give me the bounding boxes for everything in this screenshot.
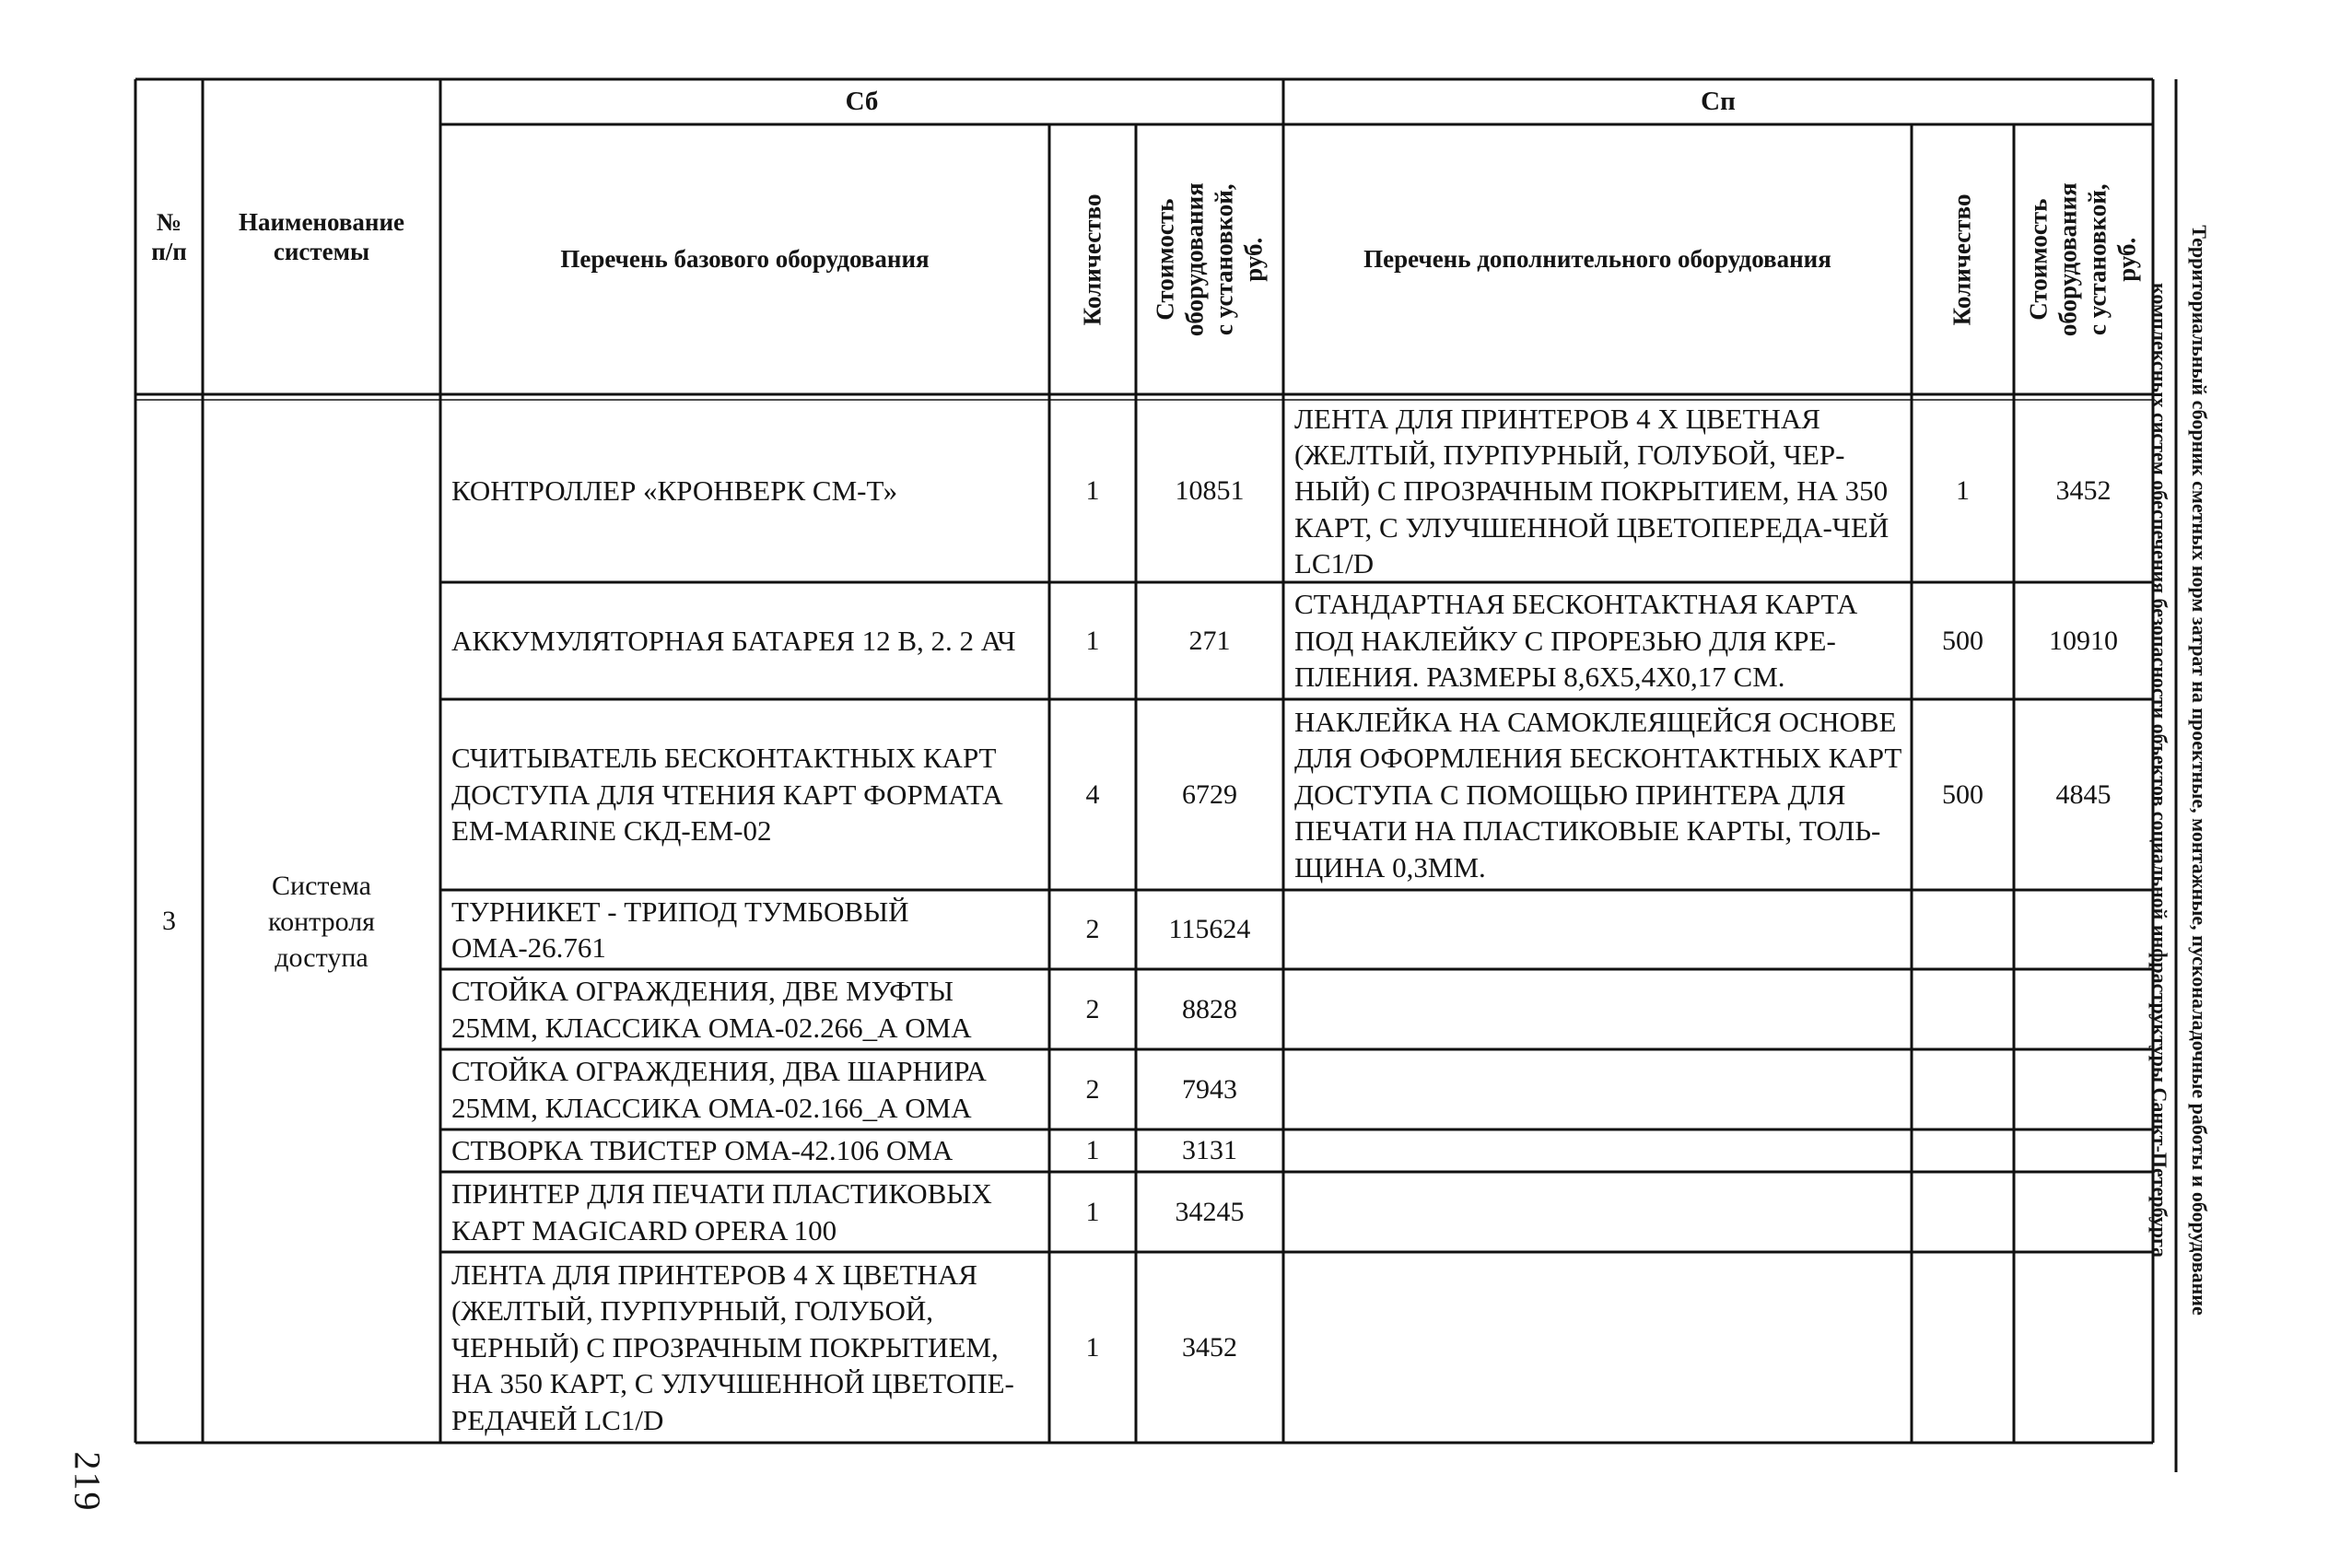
row-base-cost	[1136, 1129, 1283, 1172]
side-title-line-1-text: Территориальный сборник сметных норм затрат на проектные, монтажные, пусконаладочные работы и оборудование	[2188, 225, 2211, 1316]
header-group-extra-label: Сп	[1701, 87, 1736, 117]
row-base-qty	[1049, 1129, 1136, 1172]
row-base-cost-value: 34245	[1175, 1196, 1245, 1227]
row-base-item	[440, 699, 1049, 890]
row-base-qty-value: 1	[1085, 1135, 1100, 1165]
header-system-label: Наименование системы	[239, 207, 404, 265]
row-base-cost-value: 10851	[1175, 475, 1245, 506]
header-base-list-label: Перечень базового оборудования	[560, 245, 930, 274]
side-title-line-1	[2182, 125, 2211, 1415]
row-base-cost	[1136, 1049, 1283, 1129]
row-extra-cost	[2014, 582, 2153, 699]
row-base-item-text: ПРИНТЕР ДЛЯ ПЕЧАТИ ПЛАСТИКОВЫХ КАРТ MAGICARD OPERA 100	[451, 1177, 992, 1246]
section-system-name: Система контроля доступа	[268, 870, 375, 973]
row-base-qty	[1049, 582, 1136, 699]
row-base-item-text: СТОЙКА ОГРАЖДЕНИЯ, ДВА ШАРНИРА 25ММ, КЛАССИКА ОМА-02.166_А ОМА	[451, 1055, 987, 1124]
header-base-list-cell	[440, 124, 1049, 394]
row-extra-cost-value: 4845	[2055, 778, 2112, 810]
row-extra-item-text: ЛЕНТА ДЛЯ ПРИНТЕРОВ 4 X ЦВЕТНАЯ (ЖЕЛТЫЙ, ПУРПУРНЫЙ, ГОЛУБОЙ, ЧЕР-НЫЙ) С ПРОЗРАЧНЫМ ПОКРЫТИЕМ, НА 350 КАРТ, С УЛУЧШЕННОЙ ЦВЕТОПЕРЕДА-ЧЕЙ LC1/D	[1294, 402, 1890, 580]
row-base-cost	[1136, 582, 1283, 699]
section-system-cell	[203, 400, 440, 1443]
header-base-qty-cell	[1049, 124, 1136, 394]
row-base-cost-value: 271	[1188, 625, 1231, 656]
header-group-base	[440, 79, 1283, 124]
row-base-item-text: СТВОРКА ТВИСТЕР ОМА-42.106 ОМА	[451, 1134, 954, 1167]
row-extra-item	[1283, 699, 1912, 890]
row-base-cost-value: 8828	[1182, 993, 1237, 1024]
header-base-cost-cell	[1136, 124, 1283, 394]
row-base-qty-value: 2	[1085, 914, 1100, 944]
row-base-qty	[1049, 890, 1136, 969]
row-base-item	[440, 1129, 1049, 1172]
row-base-item-text: СТОЙКА ОГРАЖДЕНИЯ, ДВЕ МУФТЫ 25ММ, КЛАССИКА ОМА-02.266_А ОМА	[451, 975, 972, 1044]
row-extra-item	[1283, 582, 1912, 699]
row-extra-qty-value: 1	[1956, 475, 1970, 506]
row-extra-qty-value: 500	[1942, 625, 1983, 656]
row-base-qty-value: 1	[1085, 1196, 1100, 1227]
row-base-cost-value: 7943	[1182, 1073, 1237, 1105]
row-extra-item-text: СТАНДАРТНАЯ БЕСКОНТАКТНАЯ КАРТА ПОД НАКЛЕЙКУ С ПРОРЕЗЬЮ ДЛЯ КРЕ-ПЛЕНИЯ. РАЗМЕРЫ 8,6Х5,4Х0,17 СМ.	[1294, 588, 1858, 694]
row-base-cost	[1136, 400, 1283, 582]
row-base-qty-value: 1	[1085, 625, 1100, 656]
side-title-line-2	[2142, 125, 2171, 1415]
header-number-cell	[135, 79, 203, 394]
row-base-item	[440, 400, 1049, 582]
row-base-qty	[1049, 1049, 1136, 1129]
row-base-cost-value: 3131	[1182, 1135, 1237, 1165]
row-base-item-text: АККУМУЛЯТОРНАЯ БАТАРЕЯ 12 В, 2. 2 АЧ	[451, 624, 1016, 657]
row-base-item	[440, 1172, 1049, 1252]
row-extra-item-text: НАКЛЕЙКА НА САМОКЛЕЯЩЕЙСЯ ОСНОВЕ ДЛЯ ОФОРМЛЕНИЯ БЕСКОНТАКТНЫХ КАРТ ДОСТУПА С ПОМОЩЬЮ ПРИНТЕРА ДЛЯ ПЕЧАТИ НА ПЛАСТИКОВЫЕ КАРТЫ, ТОЛЬ-ЩИНА 0,3ММ.	[1294, 706, 1902, 883]
row-base-item-text: КОНТРОЛЛЕР «КРОНВЕРК СМ-Т»	[451, 474, 898, 508]
header-base-cost-label: Стоимость оборудования с установкой, руб.	[1151, 182, 1267, 336]
side-title-line-2-text: комплексных систем обеспечения безопасности объектов социальной инфраструктуры Санкт-Петербурга	[2148, 283, 2171, 1258]
header-extra-cost-cell	[2014, 124, 2153, 394]
row-extra-cost	[2014, 699, 2153, 890]
header-system-cell	[203, 79, 440, 394]
row-base-qty-value: 2	[1085, 1073, 1100, 1105]
row-base-cost-value: 115624	[1168, 914, 1251, 944]
row-base-qty-value: 1	[1085, 1331, 1100, 1363]
row-base-qty	[1049, 699, 1136, 890]
row-base-cost	[1136, 1172, 1283, 1252]
header-extra-cost-label: Стоимость оборудования с установкой, руб.	[2024, 182, 2141, 336]
row-base-item	[440, 582, 1049, 699]
row-base-cost-value: 3452	[1182, 1331, 1237, 1363]
header-group-extra	[1283, 79, 2153, 124]
row-base-qty-value: 2	[1085, 993, 1100, 1024]
header-extra-qty-label: Количество	[1948, 193, 1976, 325]
row-base-item	[440, 890, 1049, 969]
row-extra-qty	[1912, 582, 2014, 699]
section-number-cell	[135, 400, 203, 1443]
row-extra-cost-value: 3452	[2055, 475, 2112, 506]
row-base-cost	[1136, 890, 1283, 969]
row-base-cost	[1136, 1252, 1283, 1443]
header-base-qty-label: Количество	[1078, 193, 1106, 325]
row-base-qty-value: 4	[1085, 778, 1100, 810]
row-extra-qty-value: 500	[1942, 778, 1983, 810]
row-extra-qty	[1912, 400, 2014, 582]
row-base-cost	[1136, 699, 1283, 890]
row-extra-cost	[2014, 400, 2153, 582]
header-extra-qty-cell	[1912, 124, 2014, 394]
row-base-cost-value: 6729	[1182, 778, 1237, 810]
row-base-qty	[1049, 400, 1136, 582]
row-base-qty	[1049, 1252, 1136, 1443]
row-extra-qty	[1912, 699, 2014, 890]
section-number: 3	[162, 906, 176, 936]
header-group-base-label: Сб	[845, 87, 879, 117]
row-extra-item	[1283, 400, 1912, 582]
row-base-item	[440, 969, 1049, 1049]
row-base-item-text: СЧИТЫВАТЕЛЬ БЕСКОНТАКТНЫХ КАРТ ДОСТУПА ДЛЯ ЧТЕНИЯ КАРТ ФОРМАТА EM-MARINE СКД-ЕМ-02	[451, 742, 1003, 848]
header-extra-list-label: Перечень дополнительного оборудования	[1363, 245, 1831, 274]
row-base-item-text: ЛЕНТА ДЛЯ ПРИНТЕРОВ 4 X ЦВЕТНАЯ (ЖЕЛТЫЙ, ПУРПУРНЫЙ, ГОЛУБОЙ, ЧЕРНЫЙ) С ПРОЗРАЧНЫМ ПОКРЫТИЕМ, НА 350 КАРТ, С УЛУЧШЕННОЙ ЦВЕТОПЕ-РЕДАЧЕЙ LC1/D	[451, 1258, 1014, 1436]
row-base-item-text: ТУРНИКЕТ - ТРИПОД ТУМБОВЫЙ ОМА-26.761	[451, 895, 909, 964]
header-number-label: № п/п	[151, 207, 187, 265]
row-base-qty	[1049, 969, 1136, 1049]
row-base-qty	[1049, 1172, 1136, 1252]
row-base-item	[440, 1252, 1049, 1443]
row-base-item	[440, 1049, 1049, 1129]
header-extra-list-cell	[1283, 124, 1912, 394]
row-extra-cost-value: 10910	[2049, 625, 2118, 656]
row-base-qty-value: 1	[1085, 475, 1100, 506]
page-number: 219	[66, 1451, 109, 1513]
row-base-cost	[1136, 969, 1283, 1049]
